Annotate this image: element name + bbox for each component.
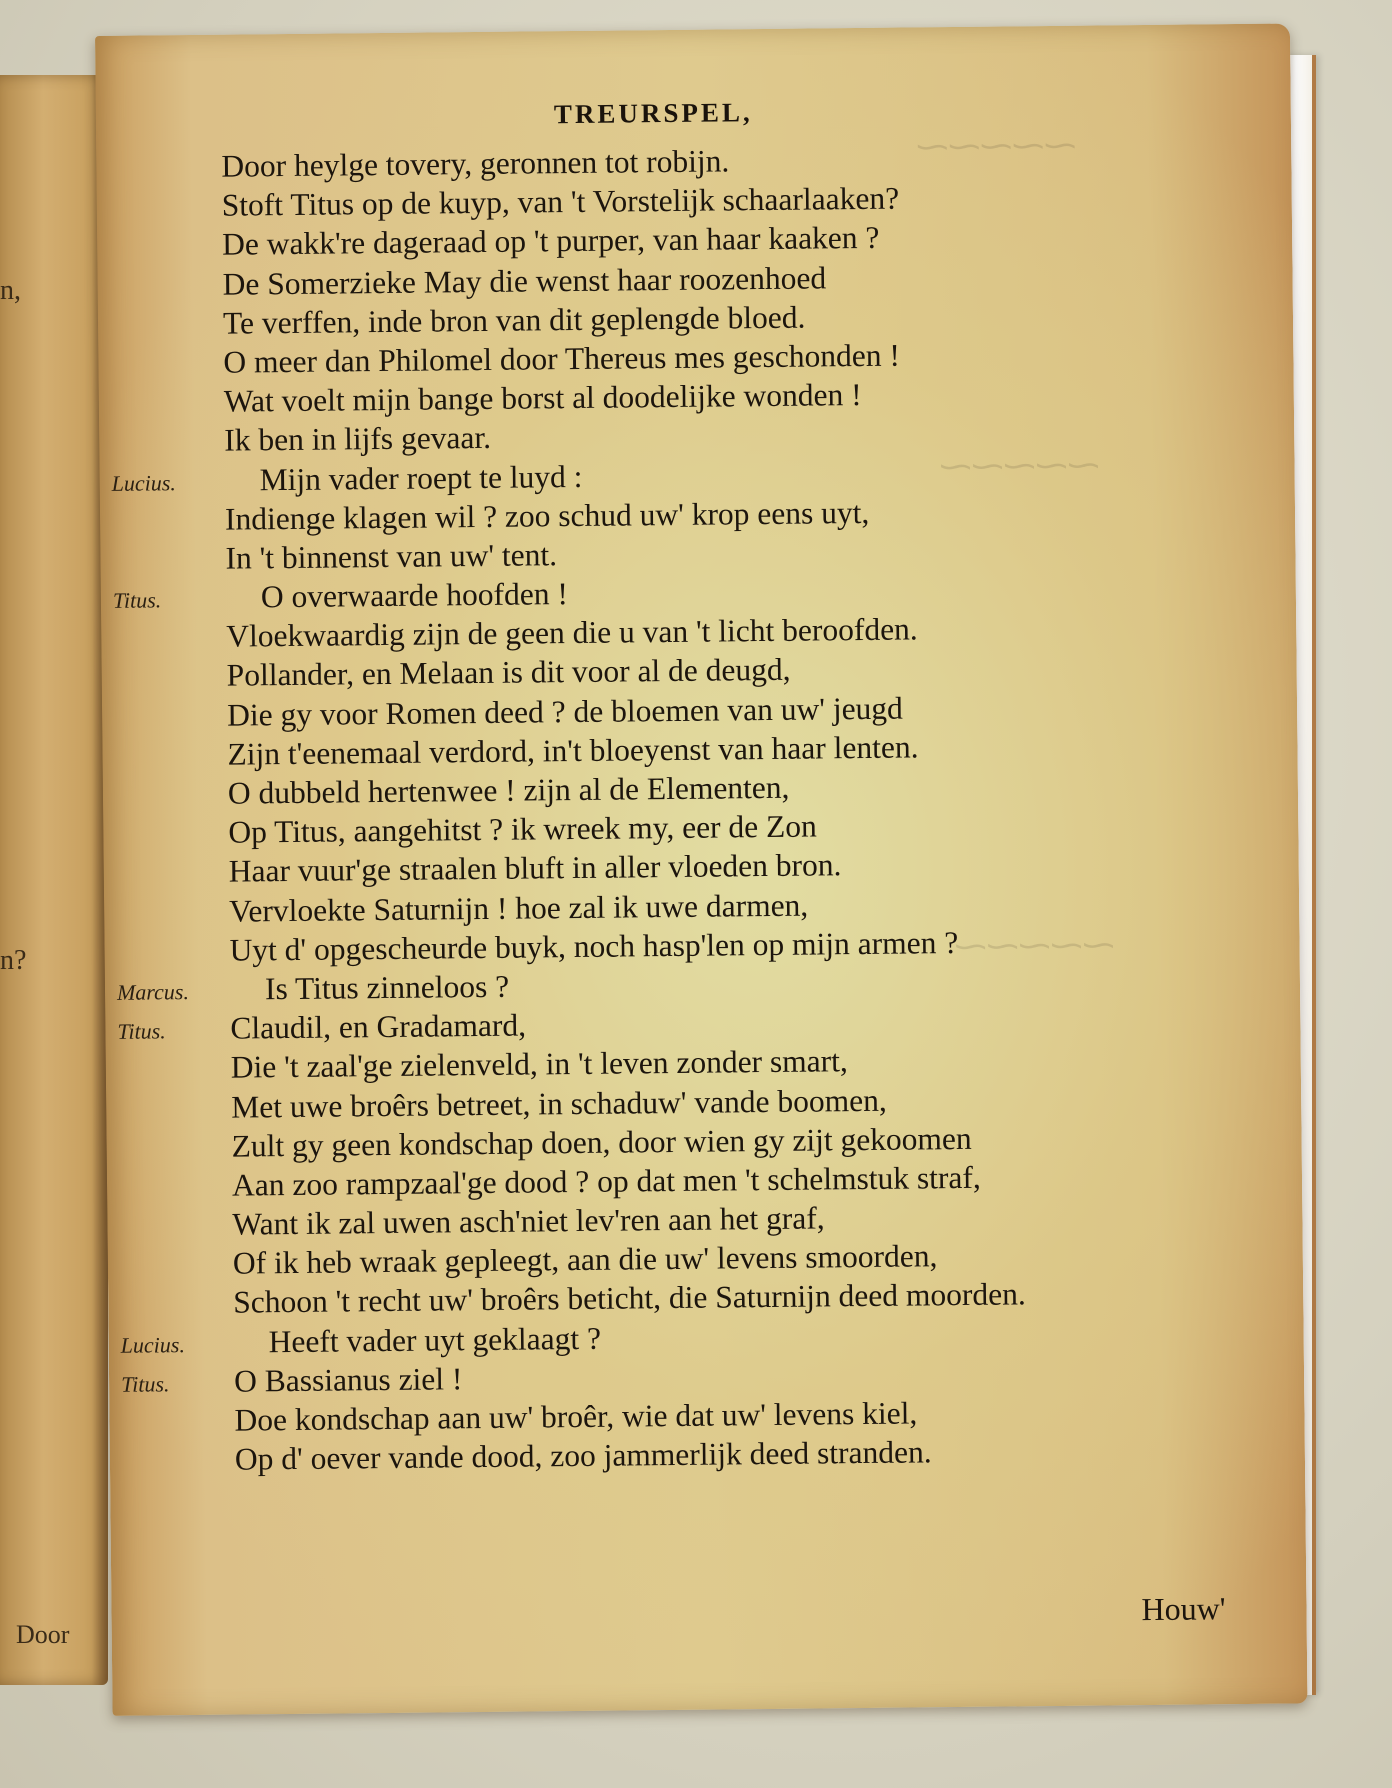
- running-head: TREURSPEL,: [553, 97, 753, 130]
- catchword: Houw': [1141, 1590, 1226, 1628]
- verse-text: Met uwe broêrs betreet, in schaduw' vande boomen,: [231, 1082, 887, 1125]
- verse-text: O dubbeld hertenwee ! zijn al de Elementen,: [227, 769, 790, 811]
- verse-text: Door heylge tovery, geronnen tot robijn.: [221, 143, 730, 184]
- verse-text: Aan zoo rampzaal'ge dood ? op dat men 't schelmstuk straf,: [231, 1159, 981, 1203]
- speaker-label: Titus.: [117, 1018, 166, 1044]
- verse-text: Claudil, en Gradamard,: [230, 1007, 527, 1046]
- verse-text: Haar vuur'ge straalen bluft in aller vloeden bron.: [228, 847, 842, 890]
- verse-text: Vervloekte Saturnijn ! hoe zal ik uwe darmen,: [228, 887, 809, 929]
- verse-text: Schoon 't recht uw' broêrs beticht, die Saturnijn deed moorden.: [233, 1276, 1026, 1321]
- show-through: ⁓⁓⁓⁓⁓: [916, 126, 1077, 165]
- speaker-label: Lucius.: [120, 1331, 186, 1358]
- left-page-fragment: n,: [0, 275, 21, 306]
- show-through: ⁓⁓⁓⁓⁓: [939, 446, 1100, 485]
- verse-text: Ik ben in lijfs gevaar.: [224, 420, 492, 458]
- speaker-label: Marcus.: [116, 979, 190, 1005]
- verse-text: Te verffen, inde bron van dit geplengde bloed.: [222, 299, 806, 341]
- verse-text: Uyt d' opgescheurde buyk, noch hasp'len op mijn armen ?: [229, 924, 959, 968]
- verse-text: Is Titus zinneloos ?: [264, 968, 510, 1007]
- verse-text: Heeft vader uyt geklaagt ?: [268, 1320, 602, 1359]
- verse-text: Want ik zal uwen asch'niet lev'ren aan het graf,: [232, 1200, 825, 1242]
- speaker-label: Titus.: [112, 587, 162, 613]
- show-through: ⁓⁓⁓⁓⁓: [954, 926, 1115, 965]
- left-page-fragment: n?: [0, 945, 27, 976]
- verse-text: Stoft Titus op de kuyp, van 't Vorstelijk schaarlaaken?: [221, 180, 900, 223]
- verse-text: Die 't zaal'ge zielenveld, in 't leven zonder smart,: [230, 1043, 848, 1085]
- verse-text: Zult gy geen kondschap doen, door wien gy zijt gekoomen: [231, 1120, 972, 1164]
- book-page: [95, 23, 1308, 1715]
- verse-text: In 't binnenst van uw' tent.: [225, 537, 558, 576]
- verse-text: Wat voelt mijn bange borst al doodelijke wonden !: [223, 377, 862, 419]
- verse-text: De wakk're dageraad op 't purper, van haar kaaken ?: [222, 220, 880, 263]
- verse-text: O overwaarde hoofden !: [260, 576, 569, 615]
- verse-text: Zijn t'eenemaal verdord, in't bloeyenst van haar lenten.: [227, 729, 919, 772]
- verse-text: Die gy voor Romen deed ? de bloemen van uw' jeugd: [226, 690, 904, 733]
- verse-text: O meer dan Philomel door Thereus mes geschonden !: [223, 337, 901, 380]
- left-page: [0, 75, 108, 1685]
- verse-text: Indienge klagen wil ? zoo schud uw' krop eens uyt,: [224, 494, 870, 537]
- verse-text: De Somerzieke May die wenst haar roozenhoed: [222, 259, 827, 302]
- verse-text: Of ik heb wraak gepleegt, aan die uw' levens smoorden,: [232, 1238, 938, 1281]
- verse-text: Pollander, en Melaan is dit voor al de deugd,: [226, 652, 791, 694]
- verse-text: Op d' oever vande dood, zoo jammerlijk deed stranden.: [234, 1434, 932, 1477]
- verse-text: Op Titus, aangehitst ? ik wreek my, eer de Zon: [228, 808, 817, 850]
- speaker-label: Lucius.: [111, 469, 176, 496]
- verse-text: O Bassianus ziel !: [233, 1361, 463, 1399]
- left-page-fragment: Door: [16, 1620, 70, 1649]
- verse-block: [96, 136, 1260, 1480]
- verse-text: Doe kondschap aan uw' broêr, wie dat uw' levens kiel,: [234, 1395, 918, 1438]
- verse-text: Mijn vader roept te luyd :: [259, 458, 583, 497]
- verse-text: Vloekwaardig zijn de geen die u van 't licht beroofden.: [226, 611, 918, 654]
- speaker-label: Titus.: [120, 1371, 170, 1397]
